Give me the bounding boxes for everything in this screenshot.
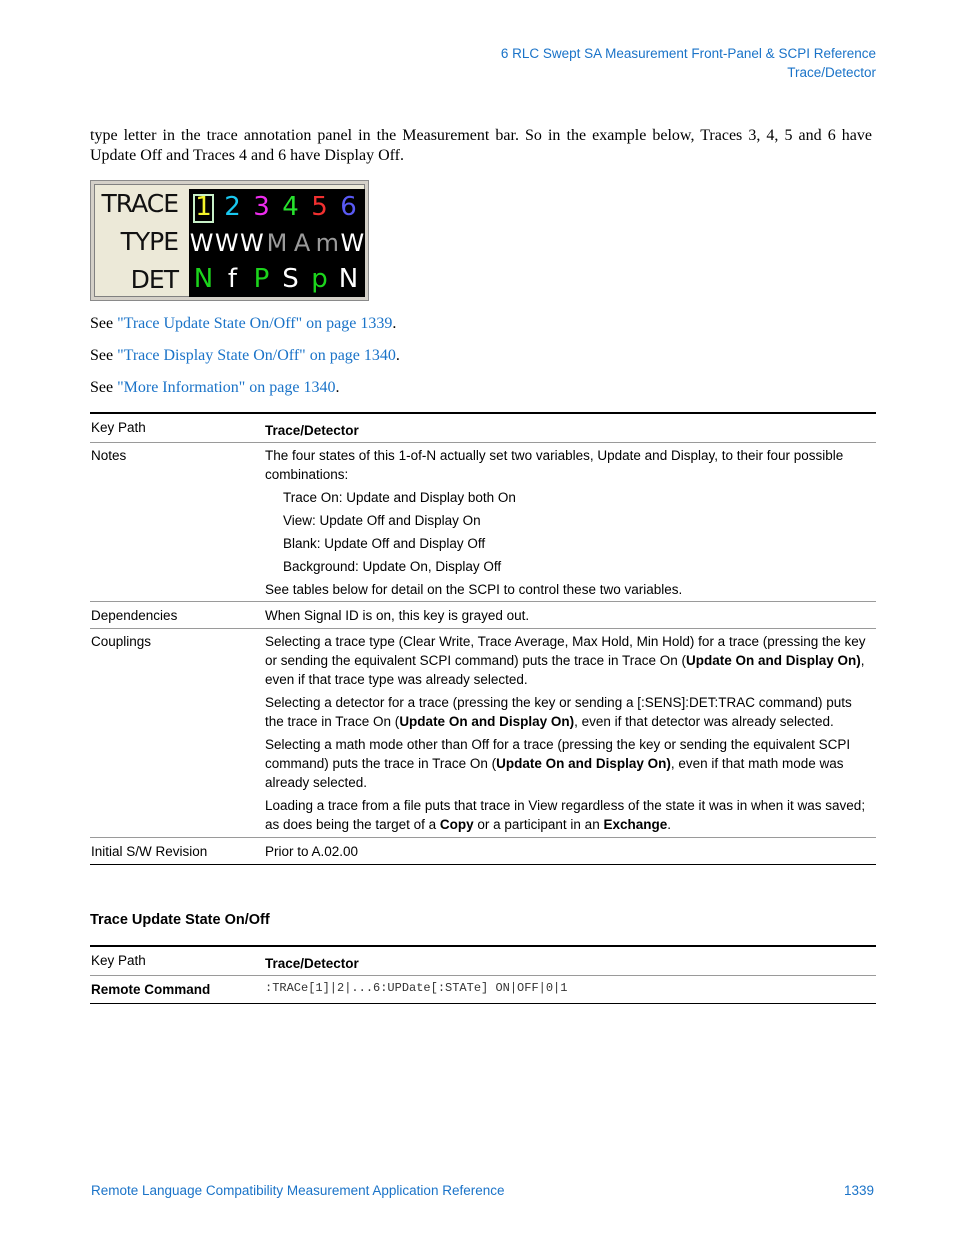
- couplings-label: Couplings: [90, 629, 265, 838]
- see-suffix: .: [395, 347, 400, 364]
- see-suffix: .: [335, 379, 340, 396]
- notes-label: Notes: [90, 443, 265, 602]
- link-trace-update-state[interactable]: "Trace Update State On/Off" on page 1339: [117, 315, 393, 332]
- trace-type-letter: A: [293, 229, 311, 257]
- detector-letter: P: [253, 264, 270, 294]
- notes-outro: See tables below for detail on the SCPI to control these two variables.: [265, 582, 683, 597]
- dependencies-label: Dependencies: [90, 602, 265, 629]
- trace-number-2: 2: [224, 192, 241, 222]
- trace-number-1: 1: [195, 192, 212, 222]
- row-remote-command: [90, 976, 876, 1004]
- key-path-label: Key Path: [90, 413, 265, 443]
- detector-letter: N: [193, 264, 214, 294]
- see-link-row-1: [90, 314, 396, 334]
- see-prefix: See: [90, 315, 118, 332]
- row-notes: [90, 443, 876, 602]
- det-label: DET: [130, 265, 178, 294]
- coupling-math-mode: Selecting a math mode other than Off for a trace (pressing the key or sending the equivalent SCPI command) puts the trace in Trace On (Update On and Display On), even if that math mode was already selected.: [265, 737, 851, 790]
- detector-letter: N: [338, 264, 359, 294]
- page-header: [501, 44, 876, 82]
- trace-type-letter: M: [266, 229, 288, 257]
- see-link-row-2: [90, 346, 400, 366]
- detector-letter: S: [282, 264, 299, 294]
- page-number: 1339: [843, 1183, 874, 1198]
- trace-type-letter: m: [315, 229, 339, 257]
- remote-command-label: Remote Command: [91, 982, 211, 997]
- trace-number-6: 6: [340, 192, 357, 222]
- trace-type-letter: W: [239, 229, 264, 257]
- type-label: TYPE: [120, 227, 178, 256]
- link-trace-display-state[interactable]: "Trace Display State On/Off" on page 1340: [117, 347, 396, 364]
- trace-number-5: 5: [311, 192, 328, 222]
- see-link-row-3: [90, 378, 339, 398]
- notes-intro: The four states of this 1-of-N actually set two variables, Update and Display, to their four possible combinations:: [265, 448, 844, 482]
- section-heading: Trace Update State On/Off: [90, 912, 270, 928]
- detector-letter: f: [227, 264, 238, 294]
- notes-item: Background: Update On, Display Off: [283, 559, 502, 574]
- key-path-value: Trace/Detector: [265, 423, 359, 438]
- key-path-value: Trace/Detector: [265, 956, 359, 971]
- notes-item: Blank: Update Off and Display Off: [283, 536, 486, 551]
- notes-item: Trace On: Update and Display both On: [283, 490, 516, 505]
- revision-label: Initial S/W Revision: [90, 838, 265, 865]
- dependencies-value: When Signal ID is on, this key is grayed out.: [265, 602, 876, 629]
- key-path-label: Key Path: [90, 946, 265, 976]
- see-suffix: .: [392, 315, 397, 332]
- row-couplings: [90, 629, 876, 838]
- trace-number-4: 4: [282, 192, 299, 222]
- key-table-trace-detector: [90, 412, 876, 865]
- panel-inner: [94, 184, 365, 297]
- row-dependencies: [90, 602, 876, 629]
- row-revision: [90, 838, 876, 865]
- see-prefix: See: [90, 379, 118, 396]
- trace-type-letter: W: [214, 229, 239, 257]
- trace-annotation-panel: [90, 180, 369, 301]
- coupling-trace-type: Selecting a trace type (Clear Write, Trace Average, Max Hold, Min Hold) for a trace (pressing the key or sending the equivalent SCPI command) puts the trace in Trace On (Update On and Display On), even if that trace type was already selected.: [265, 634, 866, 687]
- trace-number-3: 3: [253, 192, 270, 222]
- trace-label: TRACE: [101, 189, 178, 218]
- key-table-update-state: [90, 945, 876, 1004]
- chapter-title: 6 RLC Swept SA Measurement Front-Panel & SCPI Reference: [500, 46, 876, 61]
- remote-command-value: :TRACe[1]|2|...6:UPDate[:STATe] ON|OFF|0|1: [265, 976, 876, 1004]
- revision-value: Prior to A.02.00: [265, 838, 876, 865]
- row-key-path: [90, 946, 876, 976]
- trace-type-letter: W: [340, 229, 365, 257]
- row-key-path: [90, 413, 876, 443]
- coupling-load-file: Loading a trace from a file puts that trace in View regardless of the state it was in when it was saved; as does being the target of a Copy or a participant in an Exchange.: [265, 798, 866, 832]
- coupling-detector: Selecting a detector for a trace (pressing the key or sending a [:SENS]:DET:TRAC command) puts the trace in Trace On (Update On and Display On), even if that detector was already selected.: [265, 695, 852, 729]
- notes-item: View: Update Off and Display On: [283, 513, 481, 528]
- link-more-information[interactable]: "More Information" on page 1340: [117, 379, 336, 396]
- detector-letter: p: [311, 264, 328, 294]
- footer-title: Remote Language Compatibility Measurement Application Reference: [91, 1183, 505, 1198]
- section-title-header: Trace/Detector: [787, 65, 876, 80]
- trace-grid: [189, 189, 365, 297]
- trace-type-letter: W: [189, 229, 214, 257]
- intro-paragraph: type letter in the trace annotation panel in the Measurement bar. So in the example below, Traces 3, 4, 5 and 6 have Update Off and Traces 4 and 6 have Display Off.: [90, 127, 872, 164]
- see-prefix: See: [90, 347, 118, 364]
